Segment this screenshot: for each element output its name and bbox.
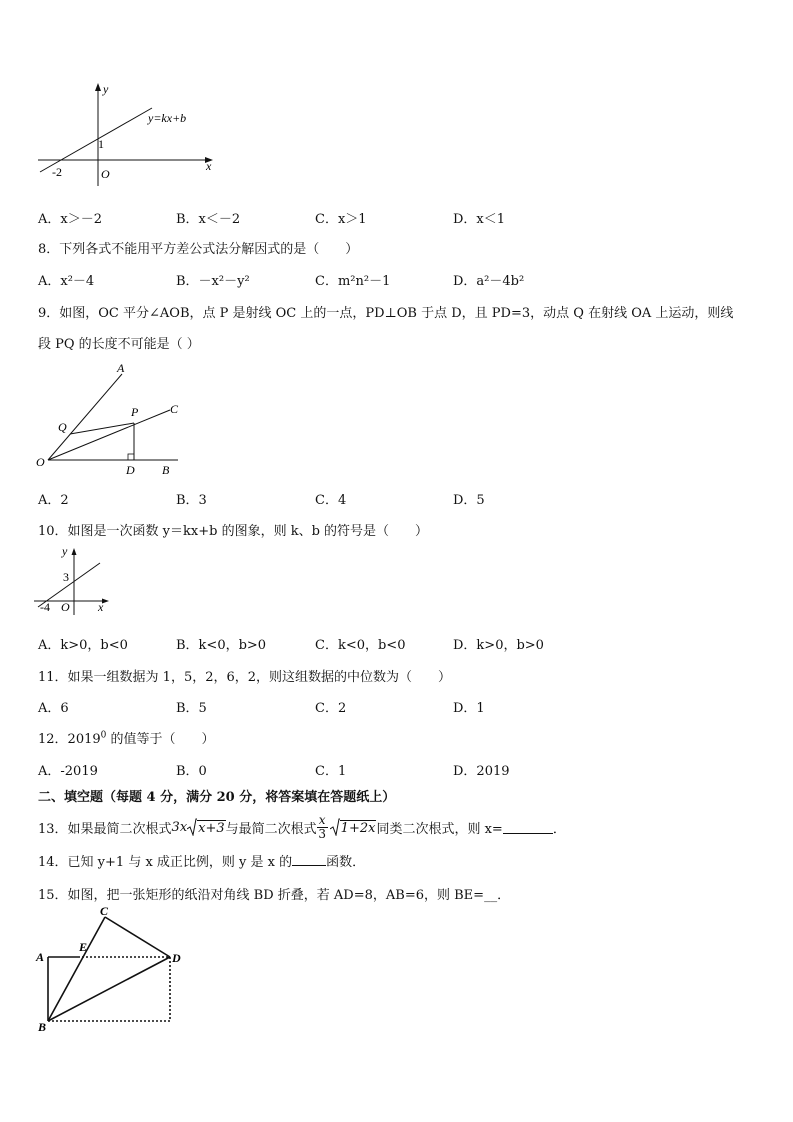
q8-stem: 8．下列各式不能用平方差公式法分解因式的是（ ） bbox=[38, 242, 359, 257]
label-b: B bbox=[38, 1020, 47, 1034]
label-b: B bbox=[162, 463, 170, 477]
q12-stem-sup: 0 bbox=[100, 730, 107, 741]
q7-graph-svg bbox=[30, 78, 230, 193]
q12-option-d[interactable]: D．2019 bbox=[453, 764, 510, 779]
q11-stem: 11．如果一组数据为 1，5，2，6，2，则这组数据的中位数为（ ） bbox=[38, 670, 452, 685]
q13-rad1: x+3 bbox=[198, 821, 225, 836]
q10-stem: 10．如图是一次函数 y＝kx+b 的图象，则 k、b 的符号是（ ） bbox=[38, 524, 429, 539]
origin-label: O bbox=[101, 167, 110, 181]
q8-option-d[interactable]: D．a²－4b² bbox=[453, 274, 525, 289]
y-axis-arrow-icon bbox=[95, 83, 101, 91]
q14-part1: 14．已知 y+1 与 x 成正比例，则 y 是 x 的 bbox=[38, 855, 293, 870]
y-label: y bbox=[62, 544, 68, 558]
origin-label: O bbox=[61, 600, 70, 614]
graph-line bbox=[40, 108, 152, 172]
q13-part1: 13．如果最简二次根式 bbox=[38, 821, 172, 837]
radical-sign-icon bbox=[330, 818, 340, 836]
x-tick: -2 bbox=[52, 165, 62, 179]
label-c: C bbox=[100, 904, 109, 918]
q13-radical-2 bbox=[330, 818, 377, 836]
q13-radical-1 bbox=[187, 818, 226, 836]
q12-option-a[interactable]: A．-2019 bbox=[38, 764, 98, 779]
q13-rad2: 1+2x bbox=[340, 821, 376, 836]
q12-stem-rest: 的值等于（ ） bbox=[106, 732, 215, 747]
q13-part4: ． bbox=[552, 821, 566, 837]
q7-option-b[interactable]: B．x＜－2 bbox=[176, 212, 241, 227]
q7-option-a[interactable]: A．x＞－2 bbox=[38, 212, 102, 227]
q10-option-a[interactable]: A．k>0，b<0 bbox=[38, 638, 128, 653]
q13-stem bbox=[38, 812, 566, 842]
q12-stem-base: 12．2019 bbox=[38, 732, 101, 747]
label-d: D bbox=[172, 951, 181, 965]
radical-sign-icon bbox=[187, 818, 197, 836]
x-tick: -4 bbox=[40, 600, 50, 614]
q7-option-d[interactable]: D．x＜1 bbox=[453, 212, 506, 227]
y-label: y bbox=[103, 82, 109, 96]
section2-title: 二、填空题（每题 4 分，满分 20 分，将答案填在答题纸上） bbox=[38, 790, 396, 805]
q10-option-c[interactable]: C．k<0，b<0 bbox=[315, 638, 406, 653]
q10-option-b[interactable]: B．k<0，b>0 bbox=[176, 638, 267, 653]
q8-option-a[interactable]: A．x²－4 bbox=[38, 274, 95, 289]
q11-option-a[interactable]: A．6 bbox=[38, 701, 69, 716]
label-c: C bbox=[170, 402, 179, 416]
x-label: x bbox=[98, 600, 104, 614]
line-label: y=kx+b bbox=[148, 111, 187, 125]
q9-option-d[interactable]: D．5 bbox=[453, 493, 485, 508]
q8-option-b[interactable]: B．－x²－y² bbox=[176, 274, 250, 289]
label-o: O bbox=[36, 455, 45, 469]
q10-graph-svg bbox=[30, 543, 120, 618]
q13-frac-num: x bbox=[318, 812, 326, 827]
label-a: A bbox=[117, 361, 125, 375]
x-label: x bbox=[206, 159, 212, 173]
q12-option-c[interactable]: C．1 bbox=[315, 764, 347, 779]
y-tick: 1 bbox=[98, 137, 104, 151]
q12-option-b[interactable]: B．0 bbox=[176, 764, 207, 779]
q15-figure-svg bbox=[30, 903, 200, 1035]
q13-part3: 同类二次根式，则 x= bbox=[376, 821, 503, 837]
ray-oa bbox=[48, 374, 122, 460]
q9-stem-line1: 9．如图，OC 平分∠AOB，点 P 是射线 OC 上的一点，PD⊥OB 于点 D，且 PD=3，动点 Q 在射线 OA 上运动，则线 bbox=[38, 306, 734, 321]
q9-figure-svg bbox=[30, 358, 200, 478]
q9-option-b[interactable]: B．3 bbox=[176, 493, 207, 508]
q14-stem bbox=[38, 851, 365, 870]
q9-option-a[interactable]: A．2 bbox=[38, 493, 69, 508]
label-e: E bbox=[79, 940, 88, 954]
label-a: A bbox=[36, 950, 45, 964]
y-tick: 3 bbox=[63, 570, 69, 584]
q13-answer-blank[interactable] bbox=[503, 821, 553, 834]
q11-option-d[interactable]: D．1 bbox=[453, 701, 485, 716]
right-angle-icon bbox=[128, 454, 134, 460]
q15-stem: 15．如图，把一张矩形的纸沿对角线 BD 折叠，若 AD=8，AB=6，则 BE=__． bbox=[38, 888, 511, 903]
q15-figure bbox=[30, 903, 200, 1039]
q13-fraction bbox=[317, 814, 328, 841]
edge-cd bbox=[105, 917, 170, 957]
q10-option-d[interactable]: D．k>0，b>0 bbox=[453, 638, 544, 653]
q9-option-c[interactable]: C．4 bbox=[315, 493, 347, 508]
label-p: P bbox=[131, 405, 139, 419]
q9-figure bbox=[30, 358, 200, 482]
y-axis-arrow-icon bbox=[72, 548, 77, 555]
q9-stem-line2: 段 PQ 的长度不可能是（ ） bbox=[38, 337, 200, 352]
q12-stem bbox=[38, 728, 215, 747]
label-d: D bbox=[126, 463, 135, 477]
label-q: Q bbox=[58, 420, 67, 434]
q8-option-c[interactable]: C．m²n²－1 bbox=[315, 274, 391, 289]
q13-frac-den: 3 bbox=[318, 826, 326, 841]
q7-option-c[interactable]: C．x＞1 bbox=[315, 212, 367, 227]
q11-option-c[interactable]: C．2 bbox=[315, 701, 347, 716]
q7-graph bbox=[30, 78, 230, 197]
q13-coef: 3x bbox=[171, 819, 188, 835]
q14-part2: 函数． bbox=[326, 855, 366, 870]
ray-oc bbox=[48, 410, 170, 460]
q11-option-b[interactable]: B．5 bbox=[176, 701, 207, 716]
q13-part2: 与最简二次根式 bbox=[225, 821, 317, 837]
q14-answer-blank[interactable] bbox=[292, 853, 326, 866]
q10-graph bbox=[30, 543, 120, 622]
